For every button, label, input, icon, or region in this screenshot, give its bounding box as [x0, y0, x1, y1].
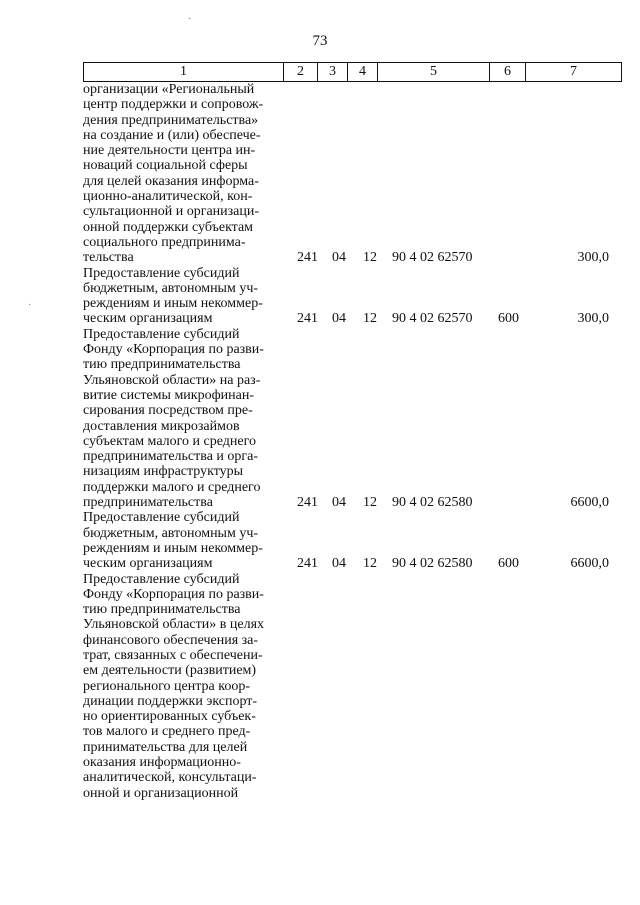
scan-speck: ·	[28, 300, 32, 311]
expense-type-code: 600	[498, 556, 519, 572]
section-code: 04	[332, 250, 346, 266]
scan-speck: ·	[188, 14, 192, 25]
description-line: организации «Региональный	[83, 82, 255, 97]
table-row	[83, 266, 623, 327]
description-line: ческим организациям	[83, 556, 213, 572]
page-number: 73	[312, 33, 328, 49]
description-line: тов малого и среднего пред-	[83, 724, 251, 740]
description-line: на создание и (или) обеспече-	[83, 127, 261, 143]
description-line: тию предпринимательства	[83, 357, 241, 373]
description-line: сультационной и организаци-	[83, 204, 260, 220]
description-line: но ориентированных субъек-	[83, 709, 256, 725]
description-line: онной и организационной	[83, 785, 239, 801]
description-line: финансового обеспечения за-	[83, 632, 259, 648]
column-header-6: 6	[490, 63, 526, 82]
description-line: аналитической, консультаци-	[83, 770, 257, 786]
description-line: витие системы микрофинан-	[83, 387, 255, 403]
target-article-code: 90 4 02 62570	[392, 311, 473, 327]
column-header-row	[84, 63, 622, 82]
description-line: Предоставление субсидий	[83, 326, 240, 342]
ministry-code: 241	[297, 250, 318, 266]
description-line: доставления микрозаймов	[83, 418, 240, 434]
description-line: дения предпринимательства»	[83, 112, 259, 128]
description-line: Предоставление субсидий	[83, 571, 240, 587]
row-description	[83, 572, 281, 801]
description-line: онной поддержки субъектам	[83, 219, 254, 235]
description-line: тию предпринимательства	[83, 602, 241, 618]
table-row	[83, 82, 623, 266]
description-line: ционно-аналитической, кон-	[83, 189, 253, 205]
ministry-code: 241	[297, 495, 318, 511]
description-line: динации поддержки экспорт-	[83, 693, 258, 709]
row-description	[83, 82, 281, 266]
description-line: Фонду «Корпорация по разви-	[83, 342, 264, 358]
row-description	[83, 266, 281, 327]
subsection-code: 12	[363, 250, 377, 266]
section-code: 04	[332, 556, 346, 572]
description-line: Предоставление субсидий	[83, 510, 240, 526]
amount: 300,0	[577, 311, 609, 327]
subsection-code: 12	[363, 556, 377, 572]
amount: 6600,0	[570, 556, 609, 572]
column-header-1: 1	[84, 63, 284, 82]
description-line: сирования посредством пре-	[83, 403, 253, 419]
description-line: для целей оказания информа-	[83, 173, 259, 189]
row-description	[83, 327, 281, 511]
description-line: ем деятельности (развитием)	[83, 663, 257, 679]
table-row	[83, 510, 623, 571]
column-header-5: 5	[378, 63, 490, 82]
description-line: регионального центра коор-	[83, 678, 250, 694]
description-line: бюджетным, автономным уч-	[83, 280, 259, 296]
column-header-7: 7	[526, 63, 622, 82]
amount: 300,0	[577, 250, 609, 266]
ministry-code: 241	[297, 311, 318, 327]
section-code: 04	[332, 311, 346, 327]
expense-type-code: 600	[498, 311, 519, 327]
description-line: реждениям и иным некоммер-	[83, 540, 263, 556]
description-line: трат, связанных с обеспечени-	[83, 647, 263, 663]
description-line: центр поддержки и сопровож-	[83, 97, 264, 113]
description-line: низациям инфраструктуры	[83, 464, 244, 480]
description-line: новаций социальной сферы	[83, 158, 248, 174]
subsection-code: 12	[363, 495, 377, 511]
description-line: принимательства для целей	[83, 739, 248, 755]
column-header-table	[83, 62, 622, 82]
description-line: поддержки малого и среднего	[83, 479, 261, 495]
description-line: бюджетным, автономным уч-	[83, 525, 259, 541]
description-line: ние деятельности центра ин-	[83, 143, 256, 159]
description-line: субъектам малого и среднего	[83, 433, 256, 449]
description-line: оказания информационно-	[83, 755, 241, 771]
description-line: Фонду «Корпорация по разви-	[83, 586, 264, 602]
target-article-code: 90 4 02 62580	[392, 495, 473, 511]
subsection-code: 12	[363, 311, 377, 327]
section-code: 04	[332, 495, 346, 511]
column-header-3: 3	[318, 63, 348, 82]
column-header-4: 4	[348, 63, 378, 82]
target-article-code: 90 4 02 62580	[392, 556, 473, 572]
description-line: Ульяновской области» в целях	[83, 617, 265, 633]
budget-table-body	[83, 82, 623, 801]
target-article-code: 90 4 02 62570	[392, 250, 473, 266]
description-line: социального предпринима-	[83, 234, 246, 250]
table-row	[83, 572, 623, 801]
description-line: ческим организациям	[83, 311, 213, 327]
row-description	[83, 510, 281, 571]
description-line: предпринимательства	[83, 495, 213, 511]
description-line: предпринимательства и орга-	[83, 449, 259, 465]
ministry-code: 241	[297, 556, 318, 572]
table-row	[83, 327, 623, 511]
column-header-2: 2	[284, 63, 318, 82]
description-line: реждениям и иным некоммер-	[83, 296, 263, 312]
amount: 6600,0	[570, 495, 609, 511]
description-line: Ульяновской области» на раз-	[83, 372, 261, 388]
description-line: Предоставление субсидий	[83, 265, 240, 281]
description-line: тельства	[83, 250, 134, 266]
